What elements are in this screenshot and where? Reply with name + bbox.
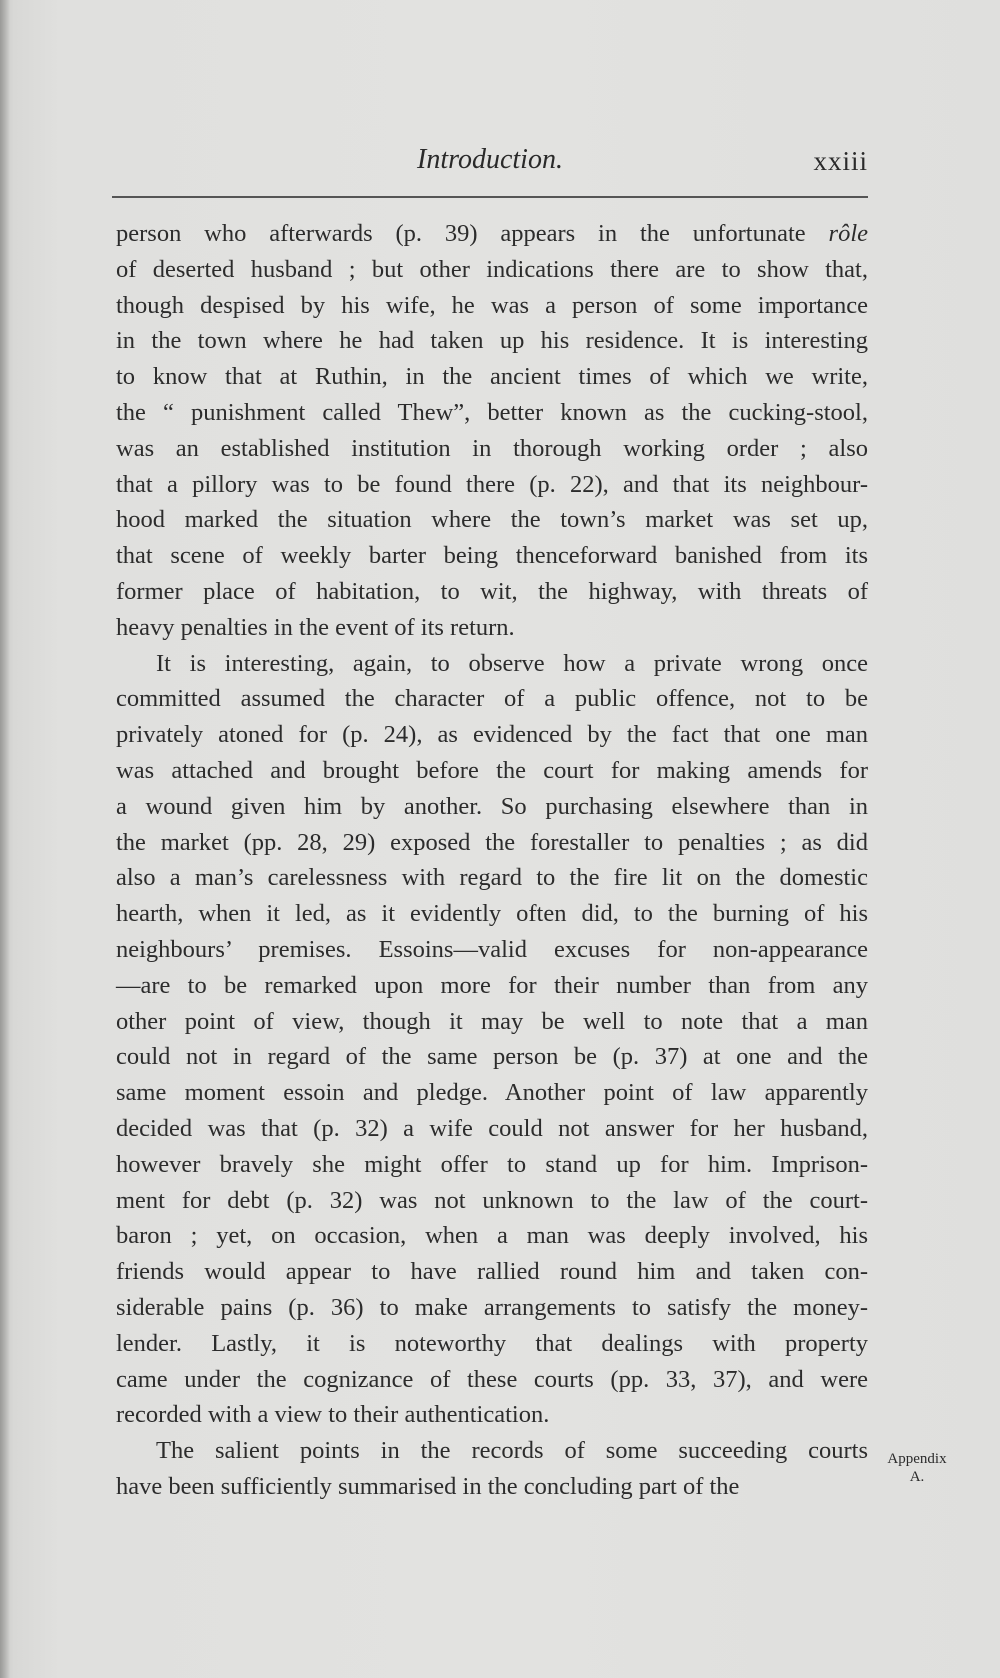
text-line: was attached and brought before the court for making amends for	[116, 756, 868, 784]
text-line: committed assumed the character of a public offence, not to be	[116, 685, 868, 713]
paragraph	[116, 1433, 868, 1505]
text-line: though despised by his wife, he was a person of some importance	[116, 291, 868, 319]
paragraph	[116, 216, 868, 646]
text-line: person who afterwards (p. 39) appears in the unfortunate rôle	[116, 220, 868, 247]
text-line: The salient points in the records of some succeeding courts	[156, 1437, 868, 1465]
page-number: xxiii	[813, 146, 868, 176]
text-line: hearth, when it led, as it evidently often did, to the burning of his	[116, 900, 868, 928]
binding-shadow	[0, 0, 10, 1678]
text-line: have been sufficiently summarised in the concluding part of the	[116, 1472, 740, 1500]
text-line: hood marked the situation where the town’s market was set up,	[116, 506, 868, 534]
text-line: privately atoned for (p. 24), as evidenced by the fact that one man	[116, 721, 868, 749]
text-line: same moment essoin and pledge. Another point of law apparently	[116, 1079, 868, 1107]
text-line: former place of habitation, to wit, the highway, with threats of	[116, 577, 868, 605]
text-line: the “ punishment called Thew”, better known as the cucking-stool,	[116, 398, 868, 426]
text-line: friends would appear to have rallied round him and taken con-	[116, 1258, 868, 1286]
text-line: came under the cognizance of these courts (pp. 33, 37), and were	[116, 1365, 868, 1393]
text-line: siderable pains (p. 36) to make arrangements to satisfy the money-	[116, 1293, 868, 1321]
margin-note-ref: A.	[909, 1469, 925, 1485]
text-line: ment for debt (p. 32) was not unknown to the law of the court-	[116, 1186, 868, 1214]
text-line: —are to be remarked upon more for their number than from any	[116, 971, 868, 999]
body-text	[116, 216, 868, 1505]
text-line: also a man’s carelessness with regard to the fire lit on the domestic	[116, 864, 868, 892]
text-line: in the town where he had taken up his residence. It is interesting	[116, 327, 868, 355]
text-line: however bravely she might offer to stand up for him. Imprison-	[116, 1150, 868, 1178]
text-line: to know that at Ruthin, in the ancient times of which we write,	[116, 363, 868, 391]
text-line: lender. Lastly, it is noteworthy that dealings with property	[116, 1329, 868, 1357]
text-line: baron ; yet, on occasion, when a man was deeply involved, his	[116, 1222, 868, 1250]
running-head	[112, 140, 868, 180]
text-line: decided was that (p. 32) a wife could not answer for her husband,	[116, 1114, 868, 1142]
text-line: that a pillory was to be found there (p. 22), and that its neighbour-	[116, 470, 868, 498]
running-title: Introduction.	[417, 144, 563, 175]
text-line: could not in regard of the same person be (p. 37) at one and the	[116, 1043, 868, 1071]
text-line: It is interesting, again, to observe how a private wrong once	[156, 649, 868, 677]
margin-note-label: Appendix	[887, 1451, 947, 1467]
text-line: other point of view, though it may be well to note that a man	[116, 1007, 868, 1035]
text-line: neighbours’ premises. Essoins—valid excuses for non-appearance	[116, 935, 868, 963]
text-line: was an established institution in thorough working order ; also	[116, 434, 868, 462]
text-line: the market (pp. 28, 29) exposed the forestaller to penalties ; as did	[116, 828, 868, 856]
header-rule	[112, 196, 868, 198]
text-line: that scene of weekly barter being thenceforward banished from its	[116, 542, 868, 570]
text-line: of deserted husband ; but other indications there are to show that,	[116, 255, 868, 283]
paragraph	[116, 646, 868, 1434]
text-line: heavy penalties in the event of its return.	[116, 613, 515, 641]
text-line: recorded with a view to their authentication.	[116, 1401, 550, 1429]
margin-note	[876, 1450, 958, 1486]
text-line: a wound given him by another. So purchasing elsewhere than in	[116, 792, 868, 820]
